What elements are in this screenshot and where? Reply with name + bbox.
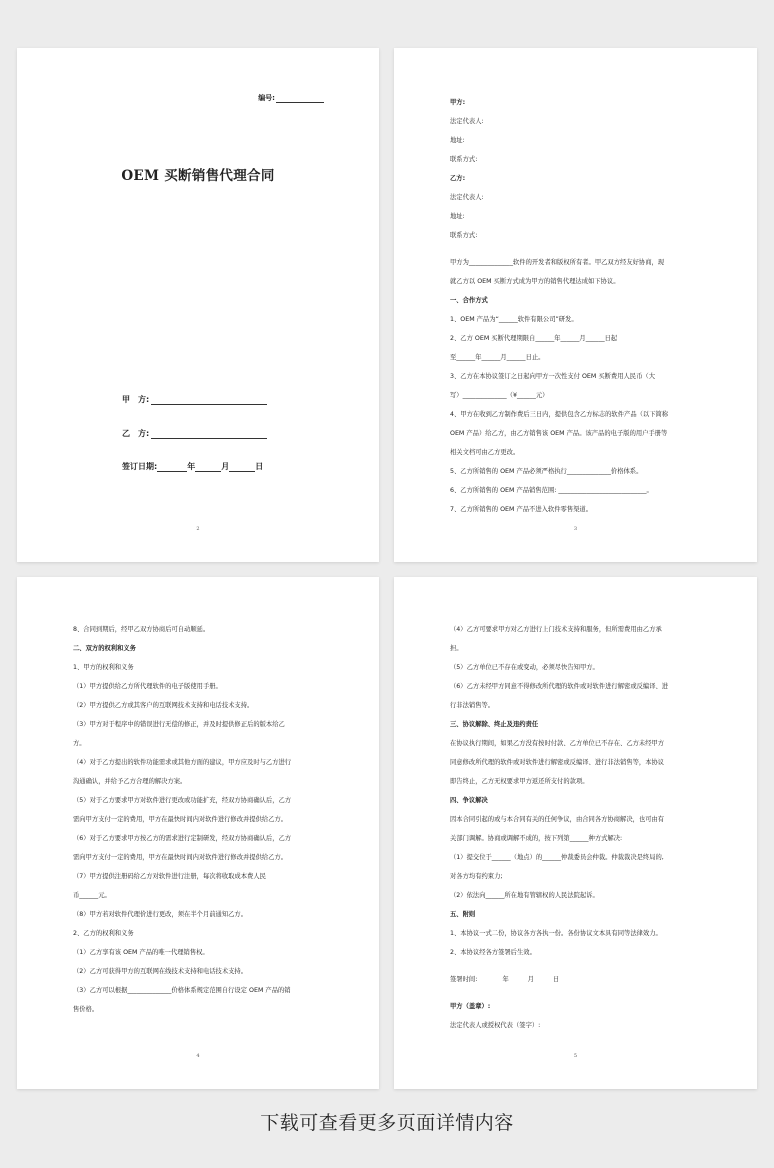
text-line: 法定代表人或授权代表（签字）: [450, 1022, 541, 1029]
text-line: （1）提交位于______（地点）的______仲裁委员会仲裁。仲裁裁决是终局的, [450, 854, 664, 861]
day-blank [229, 464, 255, 472]
text-line: 沟通确认，并给予乙方合理的解决方案。 [73, 778, 187, 785]
year-blank [157, 464, 187, 472]
section-heading: 乙方: [450, 175, 466, 182]
page-body [450, 620, 705, 1035]
text-line: （6）乙方未经甲方同意不得修改所代理的软件或对软件进行解密或反编译、进 [450, 683, 669, 690]
download-more-caption[interactable]: 下载可查看更多页面详情内容 [260, 1112, 514, 1134]
text-line: 8、合同到期后，经甲乙双方协商后可自动顺延。 [73, 626, 210, 633]
text-line: 4、甲方在收到乙方制作费后三日内，提供包含乙方标志的软件产品（以下简称 [450, 411, 669, 418]
text-line: 1、甲方的权利和义务 [73, 664, 134, 671]
text-line: （3）甲方对于程序中的错误进行无偿的修正，并及时提供修正后的版本给乙 [73, 721, 285, 728]
text-line: （2）依法向______所在地有管辖权的人民法院起诉。 [450, 892, 599, 899]
party-a-blank [151, 397, 267, 405]
text-line: （5）对于乙方要求甲方对软件进行更改或功能扩充，经双方协商确认后，乙方 [73, 797, 292, 804]
page-rights-obligations [17, 577, 379, 1089]
text-line: 在协议执行期间，如果乙方没有按时付款、乙方单位已不存在、乙方未经甲方 [450, 740, 665, 747]
section-heading: 二、双方的权利和义务 [73, 645, 136, 652]
text-line: OEM 产品）给乙方，由乙方销售该 OEM 产品。该产品的电子版的用户手册等 [450, 430, 668, 437]
text-line: 担。 [450, 645, 463, 652]
month-blank [195, 464, 221, 472]
text-line: 对各方均有约束力; [450, 873, 503, 880]
page-body [73, 620, 327, 1019]
party-a-label: 甲 方: [122, 395, 150, 404]
section-heading: 五、附则 [450, 911, 476, 918]
text-line: 关部门调解。协商或调解不成的，按下列第______种方式解决: [450, 835, 623, 842]
section-heading: 甲方: [450, 99, 466, 106]
text-line: 法定代表人: [450, 194, 484, 201]
contract-number-blank [276, 102, 324, 103]
text-line: 联系方式: [450, 232, 478, 239]
text-line: （6）对于乙方要求甲方按乙方的需求进行定制研发，经双方协商确认后，乙方 [73, 835, 292, 842]
day-label: 日 [255, 462, 264, 471]
text-line: 至______年______月______日止。 [450, 354, 545, 361]
party-a-field [122, 394, 267, 405]
section-heading: 三、协议解除、终止及违约责任 [450, 721, 539, 728]
page-number: 2 [196, 526, 200, 532]
page-termination-disputes [394, 577, 757, 1089]
text-line: 地址: [450, 137, 465, 144]
text-line: （1）乙方享有该 OEM 产品的唯一代理销售权。 [73, 949, 209, 956]
text-line: 地址: [450, 213, 465, 220]
text-line: 2、乙方 OEM 买断代理期限自______年______月______日起 [450, 335, 618, 342]
contract-number-field [258, 93, 324, 103]
year-label: 年 [187, 462, 196, 471]
page-number: 4 [196, 1053, 200, 1059]
section-heading: 四、争议解决 [450, 797, 488, 804]
text-line: 甲方为______________软件的开发者和版权所有者。甲乙双方经友好协商，现 [450, 259, 665, 266]
page-body [450, 93, 705, 519]
text-line: 1、本协议一式二份，协议各方各执一份。各份协议文本具有同等法律效力。 [450, 930, 662, 937]
section-heading: 一、合作方式 [450, 297, 488, 304]
text-line: 相关文档可由乙方更改。 [450, 449, 520, 456]
text-line: 2、本协议经各方签署后生效。 [450, 949, 536, 956]
sign-date-label: 签订日期: [122, 462, 158, 471]
text-line: 2、乙方的权利和义务 [73, 930, 134, 937]
text-line: （8）甲方若对软件代理价进行更改，须在半个月前通知乙方。 [73, 911, 248, 918]
month-label: 月 [221, 462, 230, 471]
text-line: 7、乙方所销售的 OEM 产品不进入软件零售渠道。 [450, 506, 593, 513]
text-line: 方。 [73, 740, 86, 747]
text-line: 行非法销售等。 [450, 702, 495, 709]
text-line: 5、乙方所销售的 OEM 产品必须严格执行______________价格体系。 [450, 468, 643, 475]
text-line: 6、乙方所销售的 OEM 产品销售范围: ____________________________。 [450, 487, 653, 494]
text-line: （4）乙方可要求甲方对乙方进行上门技术支持和服务，但所需费用由乙方承 [450, 626, 662, 633]
text-line: 需向甲方支付一定的费用，甲方在最快时间内对软件进行修改并提供给乙方。 [73, 854, 288, 861]
text-line: （2）甲方提供乙方或其客户的互联网技术支持和电话技术支持。 [73, 702, 254, 709]
text-line: （1）甲方提供给乙方所代理软件的电子版使用手册。 [73, 683, 222, 690]
text-line: 同意修改所代理的软件或对软件进行解密或反编译、进行非法销售等，本协议 [450, 759, 665, 766]
text-line: 即告终止，乙方无权要求甲方返还所支付的款项。 [450, 778, 589, 785]
party-b-label: 乙 方: [122, 429, 150, 438]
party-b-blank [151, 431, 267, 439]
text-line: 因本合同引起的或与本合同有关的任何争议，由合同各方协商解决，也可由有 [450, 816, 665, 823]
text-line: （4）对于乙方提出的软件功能需求或其他方面的建议，甲方应及时与乙方进行 [73, 759, 292, 766]
contract-number-label: 编号: [258, 94, 275, 102]
text-line: 签署时间: 年 月 日 [450, 976, 560, 983]
text-line: 需向甲方支付一定的费用，甲方在最快时间内对软件进行修改并提供给乙方。 [73, 816, 288, 823]
page-number: 3 [573, 526, 578, 532]
text-line: 法定代表人: [450, 118, 484, 125]
text-line: （3）乙方可以根据______________价格体系规定范围自行设定 OEM 产品的销 [73, 987, 291, 994]
text-line: （5）乙方单位已不存在或变动，必须尽快告知甲方。 [450, 664, 599, 671]
page-number: 5 [573, 1053, 578, 1059]
section-heading: 甲方（盖章）: [450, 1003, 491, 1010]
sign-date-field [122, 461, 263, 472]
contract-title: OEM 买断销售代理合同 [121, 168, 275, 184]
text-line: 1、OEM 产品为“______软件有限公司”研发。 [450, 316, 578, 323]
text-line: （2）乙方可获得甲方的互联网在线技术支持和电话技术支持。 [73, 968, 248, 975]
page-parties-cooperation [394, 48, 757, 562]
text-line: 售价格。 [73, 1006, 99, 1013]
text-line: 联系方式: [450, 156, 478, 163]
text-line: 就乙方以 OEM 买断方式成为甲方的销售代理达成如下协议。 [450, 278, 620, 285]
text-line: （7）甲方提供注册码给乙方对软件进行注册，每次将收取成本费人民 [73, 873, 266, 880]
text-line: 写）______________（¥______元） [450, 392, 549, 399]
page-cover [17, 48, 379, 562]
text-line: 3、乙方在本协议签订之日起向甲方一次性支付 OEM 买断费用人民币（大 [450, 373, 655, 380]
text-line: 币______元。 [73, 892, 111, 899]
party-b-field [122, 428, 267, 439]
